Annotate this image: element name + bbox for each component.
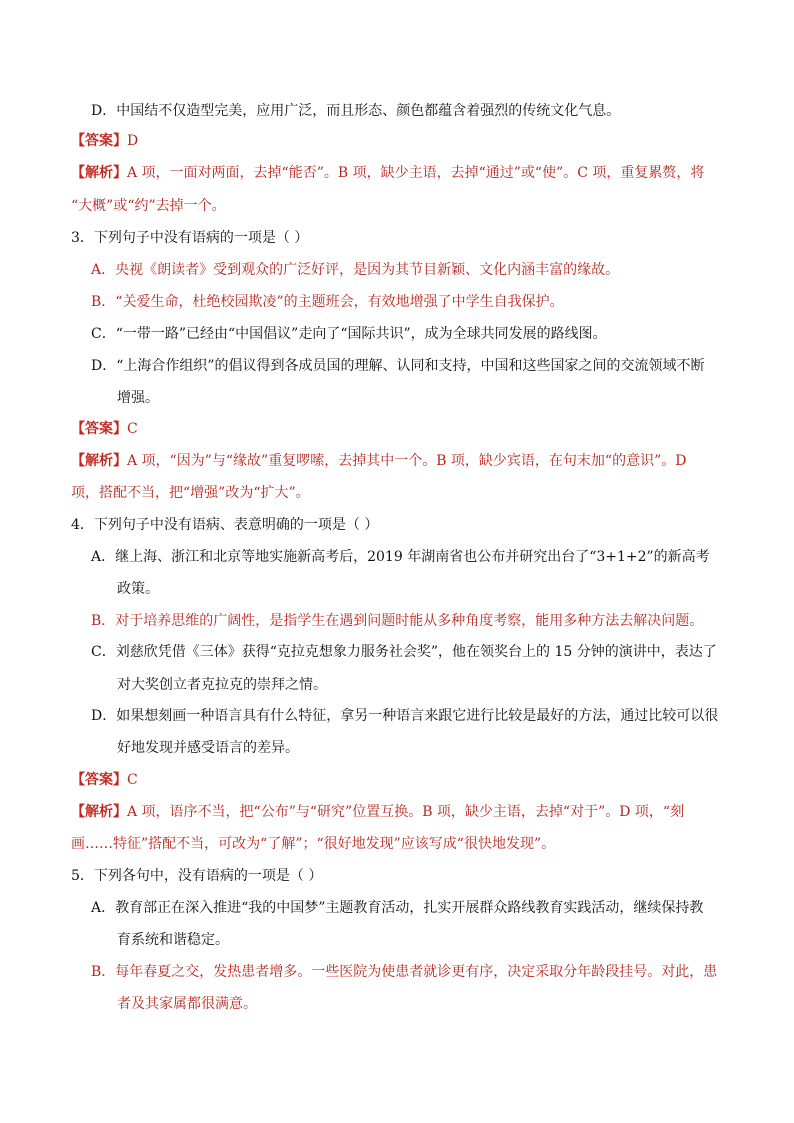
q4-stem: 4．下列句子中没有语病、表意明确的一项是（ ） xyxy=(71,517,379,533)
q5-option-a: A．教育部正在深入推进“我的中国梦”主题教育活动，扎实开展群众路线教育实践活动，继续保持教 xyxy=(91,900,704,916)
analysis-tag: 【解析】 xyxy=(71,804,127,820)
q5-option-a-continued: 育系统和谐稳定。 xyxy=(117,932,229,948)
q2-answer-row xyxy=(71,131,138,151)
analysis-text: A 项，语序不当，把“公布”与“研究”位置互换。B 项，缺少主语，去掉“对于”。D 项，“刻 xyxy=(127,804,685,820)
answer-value: D xyxy=(127,133,139,149)
q4-option-a-continued: 政策。 xyxy=(117,581,159,597)
answer-tag: 【答案】 xyxy=(71,133,127,149)
q3-option-a: A．央视《朗读者》受到观众的广泛好评，是因为其节目新颖、文化内涵丰富的缘故。 xyxy=(91,262,620,278)
answer-tag: 【答案】 xyxy=(71,421,127,437)
analysis-text: A 项，一面对两面，去掉“能否”。B 项，缺少主语，去掉“通过”或“使”。C 项，重复累赘，将 xyxy=(127,165,705,181)
q4-option-d-continued: 好地发现并感受语言的差异。 xyxy=(117,740,299,756)
q2-analysis-continued: “大概”或“约”去掉一个。 xyxy=(71,198,226,214)
answer-value: C xyxy=(127,421,138,437)
q4-answer-row xyxy=(71,770,138,790)
q4-option-c-continued: 对大奖创立者克拉克的崇拜之情。 xyxy=(117,677,327,693)
q5-option-b: B．每年春夏之交，发热患者增多。一些医院为使患者就诊更有序，决定采取分年龄段挂号。对此，患 xyxy=(91,964,718,980)
analysis-tag: 【解析】 xyxy=(71,165,127,181)
q4-option-c: C．刘慈欣凭借《三体》获得“克拉克想象力服务社会奖”，他在领奖台上的 15 分钟的演讲中，表达了 xyxy=(91,644,717,660)
q2-analysis-row xyxy=(71,163,704,183)
q3-answer-row xyxy=(71,419,138,439)
answer-value: C xyxy=(127,772,138,788)
q5-stem: 5．下列各句中，没有语病的一项是（ ） xyxy=(71,868,323,884)
q4-analysis-row xyxy=(71,802,684,822)
q4-option-d: D．如果想刻画一种语言具有什么特征，拿另一种语言来跟它进行比较是最好的方法，通过比较可以很 xyxy=(91,708,719,724)
q4-option-b: B．对于培养思维的广阔性，是指学生在遇到问题时能从多种角度考察，能用多种方法去解决问题。 xyxy=(91,613,704,629)
analysis-text: A 项，“因为”与“缘故”重复啰嗦，去掉其中一个。B 项，缺少宾语，在句末加“的意识”。D xyxy=(127,453,687,469)
analysis-tag: 【解析】 xyxy=(71,453,127,469)
q3-option-c: C．“一带一路”已经由“中国倡议”走向了“国际共识”，成为全球共同发展的路线图。 xyxy=(91,326,607,342)
q3-option-d: D．“上海合作组织”的倡议得到各成员国的理解、认同和支持，中国和这些国家之间的交流领域不断 xyxy=(91,358,705,374)
q4-analysis-continued: 画……特征”搭配不当，可改为“了解”；“很好地发现”应该写成“很快地发现”。 xyxy=(71,836,556,852)
answer-tag: 【答案】 xyxy=(71,772,127,788)
q2-option-d: D．中国结不仅造型完美，应用广泛，而且形态、颜色都蕴含着强烈的传统文化气息。 xyxy=(91,103,621,119)
q5-option-b-continued: 者及其家属都很满意。 xyxy=(117,996,257,1012)
q3-option-d-continued: 增强。 xyxy=(117,390,159,406)
q3-option-b: B．“关爱生命，杜绝校园欺凌”的主题班会，有效地增强了中学生自我保护。 xyxy=(91,294,564,310)
q3-analysis-continued: 项，搭配不当，把“增强”改为“扩大”。 xyxy=(71,485,310,501)
q4-option-a: A．继上海、浙江和北京等地实施新高考后，2019 年湖南省也公布并研究出台了“3+1+2”的新高考 xyxy=(91,549,710,565)
q3-analysis-row xyxy=(71,451,686,471)
q3-stem: 3．下列句子中没有语病的一项是（ ） xyxy=(71,230,309,246)
